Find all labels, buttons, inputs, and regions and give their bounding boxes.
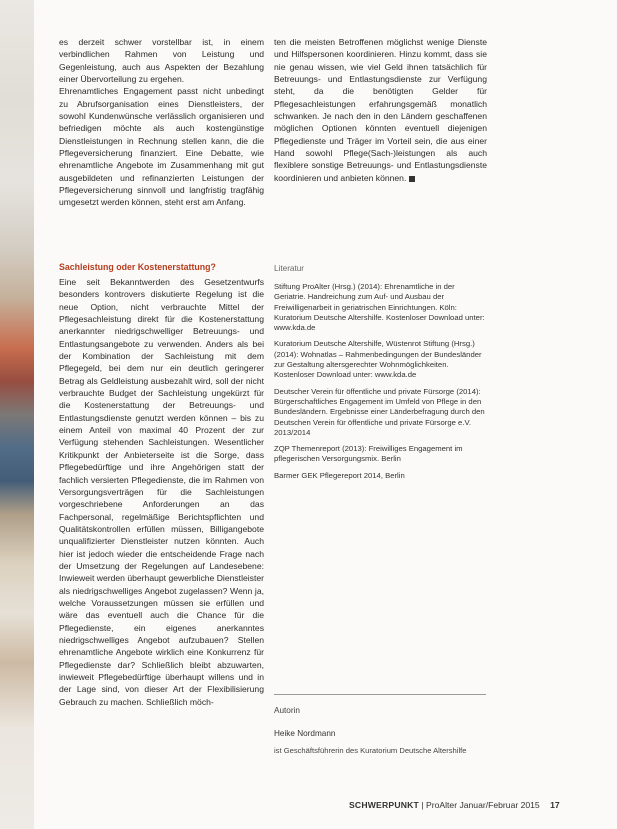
footer-issue: Januar/Februar 2015 [459,800,540,810]
left-column-bottom [59,276,264,708]
footer-section: SCHWERPUNKT [349,800,419,810]
edge-photo-strip [0,0,34,829]
literature-entry: ZQP Themenreport (2013): Freiwilliges Engagement im pflegerischen Versorgungsmix. Berlin [274,444,463,464]
page-footer [349,800,560,810]
right-column [274,36,487,184]
literature-entry: Kuratorium Deutsche Altershilfe, Wüstenrot Stiftung (Hrsg.) (2014): Wohnatlas – Rahmenbedingungen der Bundesländer zur Gestaltung altersgerechter Wohnmöglichkeiten. Kostenloser Download unter: www.kda.de [274,339,482,380]
author-label: Autorin [274,706,300,715]
paragraph [274,36,487,184]
end-mark-icon [409,176,415,182]
left-column-top [59,36,264,209]
footer-separator: | [421,800,424,810]
divider [274,694,486,695]
author-role: ist Geschäftsführerin des Kuratorium Deutsche Altershilfe [274,746,467,755]
literature-list [274,282,486,487]
footer-magazine: ProAlter [426,800,458,810]
literature-entry: Stiftung ProAlter (Hrsg.) (2014): Ehrenamtliche in der Geriatrie. Handreichung zum Auf- und Ausbau der Freiwilligenarbeit in geriatrischen Einrichtungen. Köln: Kuratorium Deutsche Altershilfe. Kostenloser Download unter: www.kda.de [274,282,485,333]
author-name: Heike Nordmann [274,729,336,738]
literature-title: Literatur [274,264,305,273]
paragraph: Eine seit Bekanntwerden des Gesetzentwurfs besonders kontrovers diskutierte Regelung ist die neue Option, nicht verbrauchte Mittel der Pflegesachleistung direkt für die Kostenerstattung anerkannter niedrigschwelliger Betreuungs- und Entlastungsangebote zu verwenden. Anders als bei der Kombination der Sachleistung mit dem Pflegegeld, bei dem nur ein deutlich geringerer Betrag als Geldleistung ausbezahlt wird, soll der nicht verbrauchte Budget der Sachleistung ungekürzt für die Kostenerstattung der Betreuungs- und Entlastungsdienste genutzt werden können – bis zu einem Anteil von maximal 40 Prozent der zur Verfügung stehenden Sachleistungen. Wesentlicher Kritikpunkt der Anbieterseite ist die Sorge, dass Pflegebedürftige und ihre Angehörigen statt der fachlich versierten Pflegedienste, die im Rahmen von Versorgungsverträgen für die Sachleistungen vorgeschriebene Anforderungen an das Fachpersonal, regelmäßige Berichtspflichten und Qualitätskontrollen erfüllen müssen, Billigangebote unqualifizierter Dienstleister nutzen könnten. Auch hier ist jedoch wieder die entscheidende Frage nach der Umsetzung der Regelungen auf Landesebene: Inwieweit werden überhaupt gewerbliche Dienstleister als niedrigschwelliges Angebot zugelassen? Wenn ja, welche Voraussetzungen müssen sie erfüllen und wäre das eventuell auch die Chance für die Pflegedienste, ein eigenes anerkanntes niedrigschwelliges Angebot aufzubauen? Stellen ehrenamtliche Angebote wirklich eine Konkurrenz für Pflegedienste dar? Schließlich bleibt abzuwarten, inwieweit Pflegebedürftige überhaupt willens und in der Lage sind, von dieser Art der Flexibilisierung Gebrauch zu machen. Schließlich möch- [59,277,264,707]
paragraph-text: ten die meisten Betroffenen möglichst wenige Dienste und Hilfspersonen koordinieren. Hinzu kommt, dass sie nie genau wissen, wie viel Geld ihnen tatsächlich für Betreuungs- und Entlastungsdienste zur Verfügung steht, da die benötigten Gelder für Pflegesachleistungen erfahrungsgemäß monatlich schwanken. Je nach den in den Ländern geschaffenen möglichen Optionen könnten eventuell diejenigen Pflegedienste und Träger im Vorteil sein, die aus einer Hand sowohl Pflege(Sach-)leistungen als auch flexiblere sonstige Betreuungs- und Entlastungsdienste koordinieren und anbieten können. [274,37,487,183]
page-number: 17 [550,800,560,810]
literature-entry: Deutscher Verein für öffentliche und private Fürsorge (2014): Bürgerschaftliches Engagement im Umfeld von Pflege in den Bundesländern. Ergebnisse einer Länderbefragung durch den Deutschen Verein für öffentliche und private Fürsorge e.V. 2013/2014 [274,386,485,437]
literature-entry: Barmer GEK Pflegereport 2014, Berlin [274,470,405,480]
paragraph: Ehrenamtliches Engagement passt nicht unbedingt zu Abrufsorganisation eines Dienstleisters, der sowohl Kundenwünsche verlässlich organisieren und befriedigen möchte als auch kostengünstige Dienstleistungen in Rechnung stellen kann, die die Pflegeversicherung finanziert. Eine Debatte, wie ehrenamtliche Angebote im Zusammenhang mit gut ausgebildeten und refinanzierten Leistungen der Pflegeversicherung sinnvoll und langfristig tragfähig umgesetzt werden können, steht erst am Anfang. [59,86,264,208]
paragraph: es derzeit schwer vorstellbar ist, in einem verbindlichen Rahmen von Leistung und Gegenleistung, auch aus Aspekten der Bezahlung einer Übervorteilung zu ergehen. [59,37,264,85]
section-heading: Sachleistung oder Kostenerstattung? [59,262,216,272]
